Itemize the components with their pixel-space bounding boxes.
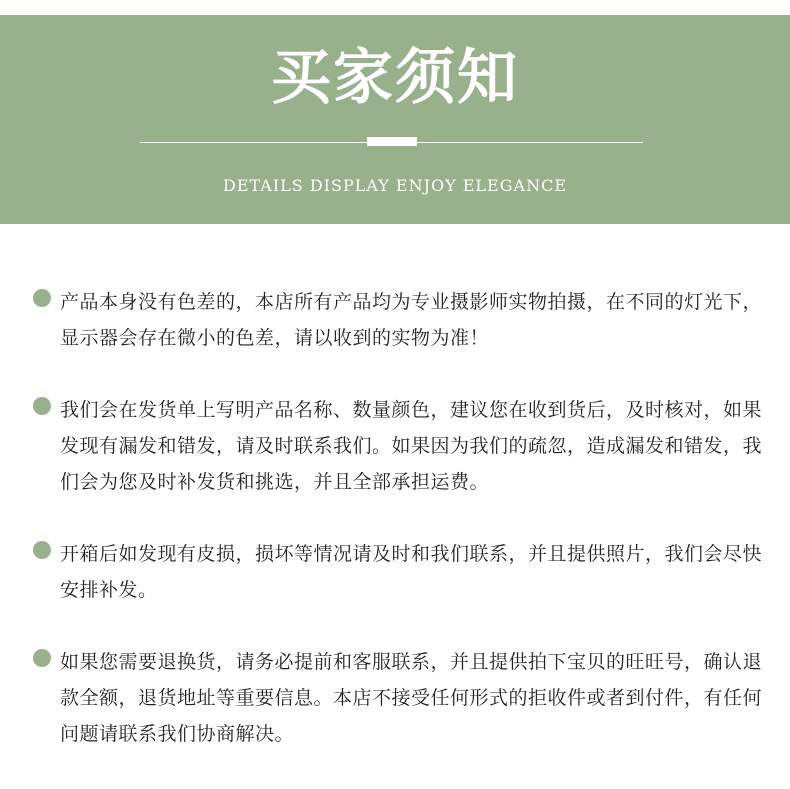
notice-text: 开箱后如发现有皮损，损坏等情况请及时和我们联系，并且提供照片，我们会尽快安排补发。 [60,543,763,601]
notice-text: 如果您需要退换货，请务必提前和客服联系，并且提供拍下宝贝的旺旺号，确认退款全额，退货地址等重要信息。本店不接受任何形式的拒收件或者到付件，有任何问题请联系我们协商解决。 [60,651,763,745]
notice-text: 我们会在发货单上写明产品名称、数量颜色，建议您在收到货后，及时核对，如果发现有漏发和错发，请及时联系我们。如果因为我们的疏忽，造成漏发和错发，我们会为您及时补发货和挑选，并且全部承担运费。 [60,399,763,493]
bullet-dot-icon [33,289,51,307]
bullet-dot-icon [33,397,51,415]
page-subtitle: DETAILS DISPLAY ENJOY ELEGANCE [222,176,567,195]
bullet-dot-icon [33,541,51,559]
page-title: 买家须知 [271,43,519,113]
bullet-dot-icon [33,649,51,667]
notice-text: 产品本身没有色差的，本店所有产品均为专业摄影师实物拍摄，在不同的灯光下，显示器会存在微小的色差，请以收到的实物为准！ [60,291,763,349]
